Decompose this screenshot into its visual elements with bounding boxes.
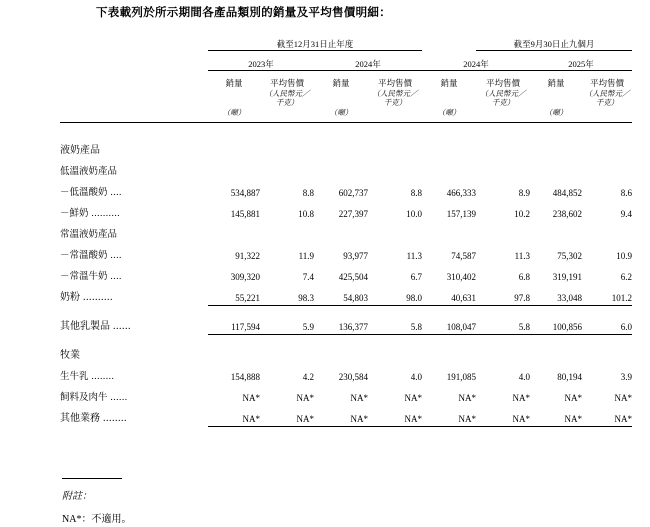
cell-value: 6.8 xyxy=(518,271,530,282)
cell-value: 10.8 xyxy=(298,208,314,219)
unit-price-2025n-l1: （人民幣元／ xyxy=(584,88,630,98)
unit-volume-2024a-blank xyxy=(314,98,368,108)
unit-volume-2023-blank xyxy=(208,98,260,108)
header-spacer-2 xyxy=(60,71,632,79)
cell-value xyxy=(314,135,368,156)
cell-value xyxy=(314,340,368,361)
cell-value: NA* xyxy=(350,413,368,424)
row-label: 飼料及肉牛 ...... xyxy=(60,392,128,403)
table-row xyxy=(60,340,632,361)
cell-value xyxy=(260,219,314,240)
cell-value: 8.6 xyxy=(620,187,632,198)
header-group-annual: 截至12月31日止年度 xyxy=(208,38,422,51)
unit-volume-2024n-ton: （噸） xyxy=(437,108,461,118)
intro-paragraph: 下表載列於所示期間各產品類別的銷量及平均售價明細： xyxy=(96,7,391,19)
cell-value: 75,302 xyxy=(557,250,582,261)
cell-value xyxy=(208,340,260,361)
unit-volume-2023-ton: （噸） xyxy=(222,108,246,118)
unit-price-2024a-l2: 千克） xyxy=(383,98,407,108)
header-year-2024-nine: 2024年 xyxy=(422,58,530,71)
table-row xyxy=(60,261,632,282)
unit-volume-2024n-blank xyxy=(422,98,476,108)
cell-value: NA* xyxy=(350,392,368,403)
unit-price-2024n-l1: （人民幣元／ xyxy=(480,88,526,98)
unit-price-2024n-pad xyxy=(476,108,530,118)
cell-value: 93,977 xyxy=(343,250,368,261)
cell-value: 8.8 xyxy=(410,187,422,198)
leader-dots: .......... xyxy=(88,208,121,219)
table-row xyxy=(60,403,632,424)
cell-value: 10.9 xyxy=(616,250,632,261)
footnote-text: NA*：不適用。 xyxy=(62,514,132,525)
header-year-2024-annual: 2024年 xyxy=(314,58,422,71)
unit-price-2025n-pad xyxy=(582,108,632,118)
unit-price-2024n-l2: 千克） xyxy=(491,98,515,108)
table-row xyxy=(60,361,632,382)
header-volume-2024a: 銷量 xyxy=(332,78,350,88)
cell-value xyxy=(368,340,422,361)
cell-value: 33,048 xyxy=(557,292,582,303)
cell-value xyxy=(208,156,260,177)
header-year-2023: 2023年 xyxy=(208,58,314,71)
table-row xyxy=(60,311,632,332)
header-year-2025-nine: 2025年 xyxy=(530,58,632,71)
cell-value: 5.8 xyxy=(410,321,422,332)
cell-value: 117,594 xyxy=(231,321,260,332)
leader-dots: .... xyxy=(107,187,122,198)
cell-value xyxy=(582,135,632,156)
header-unit-row-3 xyxy=(60,108,632,118)
sales-volume-price-table xyxy=(60,38,632,432)
header-spacer-1 xyxy=(60,51,632,59)
row-label: 生牛乳 ........ xyxy=(60,371,115,382)
cell-value: 6.2 xyxy=(620,271,632,282)
cell-value xyxy=(314,219,368,240)
cell-value: 191,085 xyxy=(446,371,476,382)
cell-value: NA* xyxy=(614,413,632,424)
cell-value xyxy=(582,156,632,177)
cell-value: 108,047 xyxy=(446,321,476,332)
cell-value: NA* xyxy=(242,392,260,403)
cell-value: NA* xyxy=(404,413,422,424)
row-label: －常溫酸奶 .... xyxy=(60,250,122,261)
cell-value xyxy=(368,135,422,156)
cell-value: NA* xyxy=(296,413,314,424)
cell-value: 6.0 xyxy=(620,321,632,332)
cell-value xyxy=(530,135,582,156)
cell-value: 3.9 xyxy=(620,371,632,382)
unit-price-2025n-l2: 千克） xyxy=(595,98,619,108)
cell-value: NA* xyxy=(458,413,476,424)
cell-value: 74,587 xyxy=(451,250,476,261)
unit-volume-2025n xyxy=(530,89,582,99)
unit-price-2024a-pad xyxy=(368,108,422,118)
header-group-nine-months: 截至9月30日止九個月 xyxy=(476,38,632,51)
cell-value: 10.2 xyxy=(514,208,530,219)
cell-value: NA* xyxy=(242,413,260,424)
cell-value: 100,856 xyxy=(552,321,582,332)
cell-value: 98.3 xyxy=(298,292,314,303)
leader-dots: ...... xyxy=(107,392,128,403)
cell-value: 230,584 xyxy=(338,371,368,382)
cell-value xyxy=(260,156,314,177)
unit-price-2023-pad xyxy=(260,108,314,118)
table-row xyxy=(60,177,632,198)
cell-value: 8.8 xyxy=(302,187,314,198)
table-row xyxy=(60,382,632,403)
cell-value: 11.9 xyxy=(298,250,314,261)
cell-value: NA* xyxy=(512,392,530,403)
cell-value xyxy=(530,156,582,177)
cell-value: NA* xyxy=(512,413,530,424)
cell-value: NA* xyxy=(296,392,314,403)
leader-dots: ........ xyxy=(88,371,115,382)
cell-value: NA* xyxy=(564,413,582,424)
cell-value: 309,320 xyxy=(230,271,260,282)
cell-value: 484,852 xyxy=(552,187,582,198)
row-label: 常溫液奶產品 xyxy=(60,229,118,240)
table-body xyxy=(60,135,632,432)
cell-value: 10.0 xyxy=(406,208,422,219)
header-group-row xyxy=(60,38,632,51)
row-label: －常溫牛奶 .... xyxy=(60,271,122,282)
cell-value: 145,881 xyxy=(230,208,260,219)
table-row xyxy=(60,282,632,303)
cell-value xyxy=(476,340,530,361)
footnote-title: 附註： xyxy=(62,491,92,502)
cell-value: 227,397 xyxy=(338,208,368,219)
cell-value xyxy=(368,156,422,177)
cell-value: 8.9 xyxy=(518,187,530,198)
cell-value: 319,191 xyxy=(552,271,582,282)
cell-value: 5.8 xyxy=(518,321,530,332)
header-column-row xyxy=(60,78,632,89)
cell-value xyxy=(208,219,260,240)
header-price-2023: 平均售價 xyxy=(269,78,304,88)
cell-value: 80,194 xyxy=(557,371,582,382)
header-volume-2024n: 銷量 xyxy=(440,78,458,88)
table-row xyxy=(60,135,632,156)
header-unit-row-2 xyxy=(60,98,632,108)
cell-value xyxy=(368,219,422,240)
table-row xyxy=(60,198,632,219)
cell-value: 55,221 xyxy=(235,292,260,303)
header-price-2024a: 平均售價 xyxy=(377,78,412,88)
cell-value xyxy=(476,219,530,240)
leader-dots: ...... xyxy=(110,320,131,332)
cell-value: NA* xyxy=(404,392,422,403)
row-label: －鮮奶 .......... xyxy=(60,208,121,219)
row-label: 奶粉 .......... xyxy=(60,291,113,303)
cell-value: 97.8 xyxy=(514,292,530,303)
cell-value: 11.3 xyxy=(406,250,422,261)
cell-value: 136,377 xyxy=(338,321,368,332)
cell-value: 11.3 xyxy=(514,250,530,261)
cell-value xyxy=(208,135,260,156)
header-volume-2025n: 銷量 xyxy=(547,78,565,88)
cell-value: 534,887 xyxy=(230,187,260,198)
unit-volume-2025n-blank xyxy=(530,98,582,108)
leader-dots: ........ xyxy=(100,412,127,424)
row-label: －低溫酸奶 .... xyxy=(60,187,122,198)
cell-value xyxy=(260,135,314,156)
leader-dots: .......... xyxy=(80,291,113,303)
header-price-2025n: 平均售價 xyxy=(589,78,624,88)
cell-value xyxy=(530,340,582,361)
cell-value: 466,333 xyxy=(446,187,476,198)
header-year-row xyxy=(60,58,632,71)
cell-value xyxy=(422,340,476,361)
cell-value xyxy=(582,219,632,240)
cell-value: 9.4 xyxy=(620,208,632,219)
cell-value: 238,602 xyxy=(552,208,582,219)
unit-volume-2024a-ton: （噸） xyxy=(329,108,353,118)
leader-dots: .... xyxy=(107,271,122,282)
cell-value xyxy=(422,219,476,240)
unit-volume-2024n xyxy=(422,89,476,99)
row-label: 其他乳製品 ...... xyxy=(60,320,131,332)
unit-price-2023-l2: 千克） xyxy=(275,98,299,108)
cell-value xyxy=(422,156,476,177)
row-label: 液奶產品 xyxy=(60,144,100,156)
unit-price-2023-l1: （人民幣元／ xyxy=(264,88,310,98)
header-price-2024n: 平均售價 xyxy=(485,78,520,88)
table-row xyxy=(60,219,632,240)
cell-value: NA* xyxy=(458,392,476,403)
cell-value: 157,139 xyxy=(446,208,476,219)
cell-value xyxy=(582,340,632,361)
unit-volume-2024a xyxy=(314,89,368,99)
cell-value: 40,631 xyxy=(451,292,476,303)
cell-value xyxy=(476,135,530,156)
cell-value: 602,737 xyxy=(338,187,368,198)
cell-value xyxy=(314,156,368,177)
cell-value xyxy=(476,156,530,177)
cell-value: 4.0 xyxy=(410,371,422,382)
unit-price-2024a-l1: （人民幣元／ xyxy=(372,88,418,98)
cell-value xyxy=(422,135,476,156)
footnote-divider xyxy=(62,478,122,479)
cell-value: NA* xyxy=(614,392,632,403)
unit-volume-2023 xyxy=(208,89,260,99)
cell-value: NA* xyxy=(564,392,582,403)
cell-value: 310,402 xyxy=(446,271,476,282)
cell-value: 91,322 xyxy=(235,250,260,261)
cell-value: 5.9 xyxy=(302,321,314,332)
body-spacer-top xyxy=(60,122,632,135)
cell-value: 4.2 xyxy=(302,371,314,382)
cell-value: 7.4 xyxy=(302,271,314,282)
row-label: 低溫液奶產品 xyxy=(60,166,118,177)
unit-volume-2025n-ton: （噸） xyxy=(544,108,568,118)
cell-value: 425,504 xyxy=(338,271,368,282)
cell-value: 101.2 xyxy=(611,292,632,303)
cell-value xyxy=(530,219,582,240)
cell-value: 54,803 xyxy=(343,292,368,303)
leader-dots: .... xyxy=(107,250,122,261)
table-row xyxy=(60,156,632,177)
cell-value: 4.0 xyxy=(518,371,530,382)
row-label: 牧業 xyxy=(60,349,80,361)
table-row xyxy=(60,240,632,261)
cell-value: 98.0 xyxy=(406,292,422,303)
cell-value: 6.7 xyxy=(410,271,422,282)
row-label: 其他業務 ........ xyxy=(60,412,127,424)
cell-value: 154,888 xyxy=(230,371,260,382)
header-volume-2023: 銷量 xyxy=(225,78,243,88)
header-unit-row-1 xyxy=(60,89,632,99)
cell-value xyxy=(260,340,314,361)
